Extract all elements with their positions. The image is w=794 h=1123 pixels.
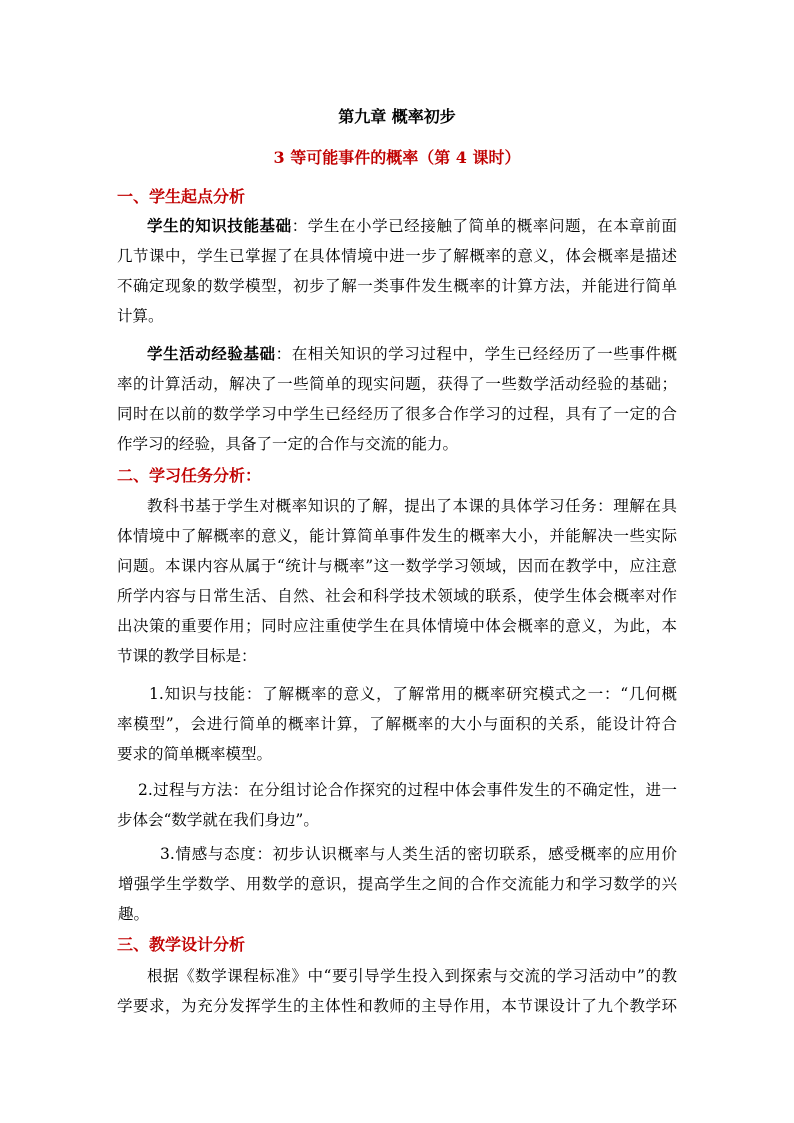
objective-process-line: 步体会“数学就在我们身边”。 [117, 811, 319, 829]
paragraph-line: 教科书基于学生对概率知识的了解，提出了本课的具体学习任务：理解在具 [147, 497, 677, 515]
objective-process-line: 2.过程与方法：在分组讨论合作探究的过程中体会事件发生的不确定性，进一 [138, 781, 677, 799]
paragraph-line: 作学习的经验，具备了一定的合作与交流的能力。 [117, 435, 459, 453]
paragraph-text: ：在相关知识的学习过程中，学生已经经历了一些事件概 [275, 345, 677, 363]
objective-attitude-line: 增强学生学数学、用数学的意识，提高学生之间的合作交流能力和学习数学的兴 [118, 875, 677, 893]
objective-knowledge-line: 要求的简单概率模型。 [117, 745, 273, 763]
paragraph-line: 出决策的重要作用；同时应注重使学生在具体情境中体会概率的意义，为此，本 [117, 617, 677, 635]
paragraph-line: 不确定现象的数学模型，初步了解一类事件发生概率的计算方法，并能进行简单 [117, 277, 677, 295]
paragraph-line: 体情境中了解概率的意义，能计算简单事件发生的概率大小，并能解决一些实际 [117, 527, 677, 545]
objective-attitude-line: 趣。 [118, 905, 150, 923]
paragraph-lead: 学生活动经验基础 [147, 344, 276, 363]
section-heading-design-analysis: 三、教学设计分析 [117, 935, 246, 954]
paragraph-line: 根据《数学课程标准》中“要引导学生投入到探索与交流的学习活动中”的教 [147, 967, 677, 985]
chapter-title: 第九章 概率初步 [338, 107, 456, 126]
paragraph-line: 所学内容与日常生活、自然、社会和科学技术领域的联系，使学生体会概率对作 [117, 587, 677, 605]
paragraph-line: 计算。 [117, 307, 164, 325]
paragraph-text: ：学生在小学已经接触了简单的概率问题，在本章前面 [291, 217, 677, 235]
paragraph-line: 节课的教学目标是： [117, 647, 257, 665]
paragraph-line: 同时在以前的数学学习中学生已经经历了很多合作学习的过程，具有了一定的合 [117, 405, 677, 423]
paragraph-line: 问题。本课内容从属于“统计与概率”这一数学学习领域，因而在教学中，应注意 [117, 557, 677, 575]
paragraph-lead: 学生的知识技能基础 [147, 216, 292, 235]
paragraph-line [147, 344, 677, 364]
objective-knowledge-line: 1.知识与技能：了解概率的意义，了解常用的概率研究模式之一：“几何概 [149, 685, 677, 703]
paragraph-line: 学要求，为充分发挥学生的主体性和教师的主导作用，本节课设计了九个教学环 [117, 997, 677, 1015]
objective-knowledge-line: 率模型”，会进行简单的概率计算，了解概率的大小与面积的关系，能设计符合 [117, 715, 677, 733]
paragraph-line [147, 216, 677, 236]
section-heading-task-analysis: 二、学习任务分析： [117, 466, 262, 485]
paragraph-line: 几节课中，学生已掌握了在具体情境中进一步了解概率的意义，体会概率是描述 [117, 247, 677, 265]
section-heading-student-analysis: 一、学生起点分析 [117, 187, 246, 206]
paragraph-line: 率的计算活动，解决了一些简单的现实问题，获得了一些数学活动经验的基础； [117, 375, 677, 393]
objective-attitude-line: 3.情感与态度：初步认识概率与人类生活的密切联系，感受概率的应用价 [160, 845, 677, 863]
lesson-title: 3 等可能事件的概率（第 4 课时） [273, 148, 521, 167]
